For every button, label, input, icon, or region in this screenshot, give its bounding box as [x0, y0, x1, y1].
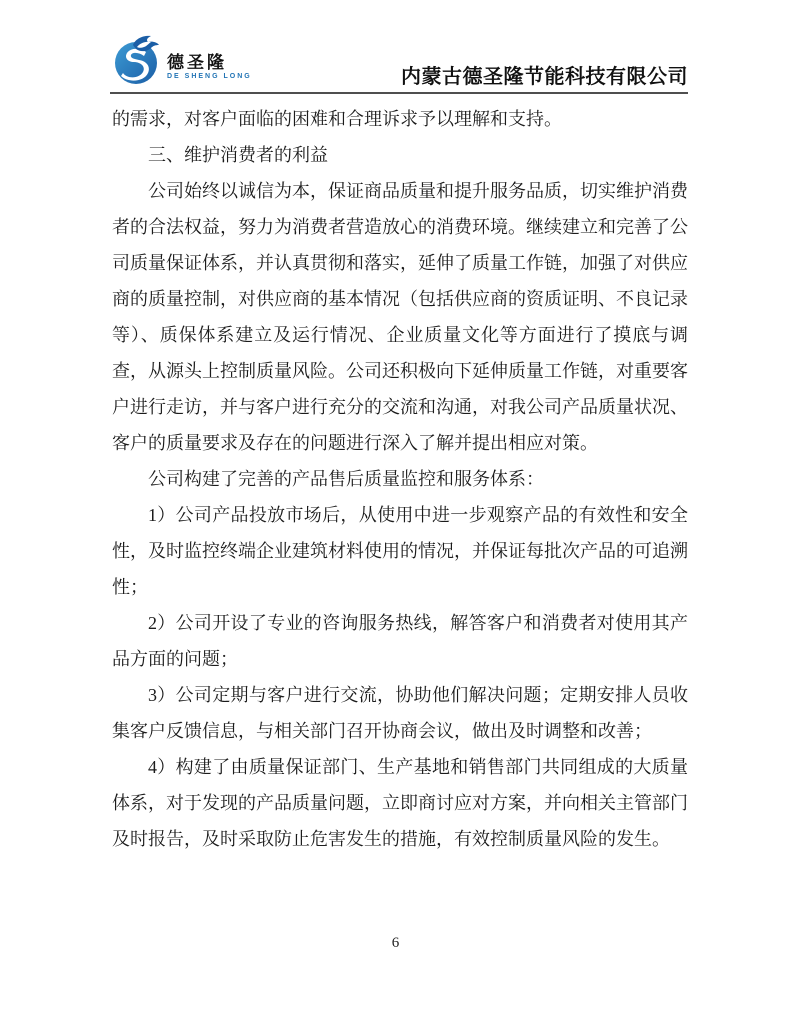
- paragraph: 公司构建了完善的产品售后质量监控和服务体系：: [148, 469, 544, 489]
- page-footer: [0, 935, 791, 952]
- page-number: 6: [391, 935, 400, 951]
- document-body: [112, 101, 688, 857]
- page-header: [110, 30, 688, 94]
- paragraph: 的需求，对客户面临的困难和合理诉求予以理解和支持。: [112, 109, 562, 129]
- paragraph: 三、维护消费者的利益: [148, 145, 328, 165]
- logo-text: [167, 54, 252, 81]
- logo-name-cn: 德圣隆: [167, 52, 227, 72]
- company-name: 内蒙古德圣隆节能科技有限公司: [401, 66, 688, 88]
- paragraph: 4）构建了由质量保证部门、生产基地和销售部门共同组成的大质量体系，对于发现的产品质量问题，立即商讨应对方案，并向相关主管部门及时报告，及时采取防止危害发生的措施，有效控制质量风险的发生。: [112, 757, 688, 849]
- company-logo: [113, 33, 252, 87]
- paragraph: 3）公司定期与客户进行交流，协助他们解决问题；定期安排人员收集客户反馈信息，与相关部门召开协商会议，做出及时调整和改善；: [112, 685, 688, 741]
- logo-name-en: DE SHENG LONG: [167, 72, 252, 80]
- paragraph: 公司始终以诚信为本，保证商品质量和提升服务品质，切实维护消费者的合法权益，努力为消费者营造放心的消费环境。继续建立和完善了公司质量保证体系，并认真贯彻和落实，延伸了质量工作链，加强了对供应商的质量控制，对供应商的基本情况（包括供应商的资质证明、不良记录等）、质保体系建立及运行情况、企业质量文化等方面进行了摸底与调查，从源头上控制质量风险。公司还积极向下延伸质量工作链，对重要客户进行走访，并与客户进行充分的交流和沟通，对我公司产品质量状况、客户的质量要求及存在的问题进行深入了解并提出相应对策。: [112, 181, 688, 453]
- paragraph: 1）公司产品投放市场后，从使用中进一步观察产品的有效性和安全性，及时监控终端企业建筑材料使用的情况，并保证每批次产品的可追溯性；: [112, 505, 688, 597]
- dragon-logo-icon: [113, 33, 163, 87]
- paragraph: 2）公司开设了专业的咨询服务热线，解答客户和消费者对使用其产品方面的问题；: [112, 613, 688, 669]
